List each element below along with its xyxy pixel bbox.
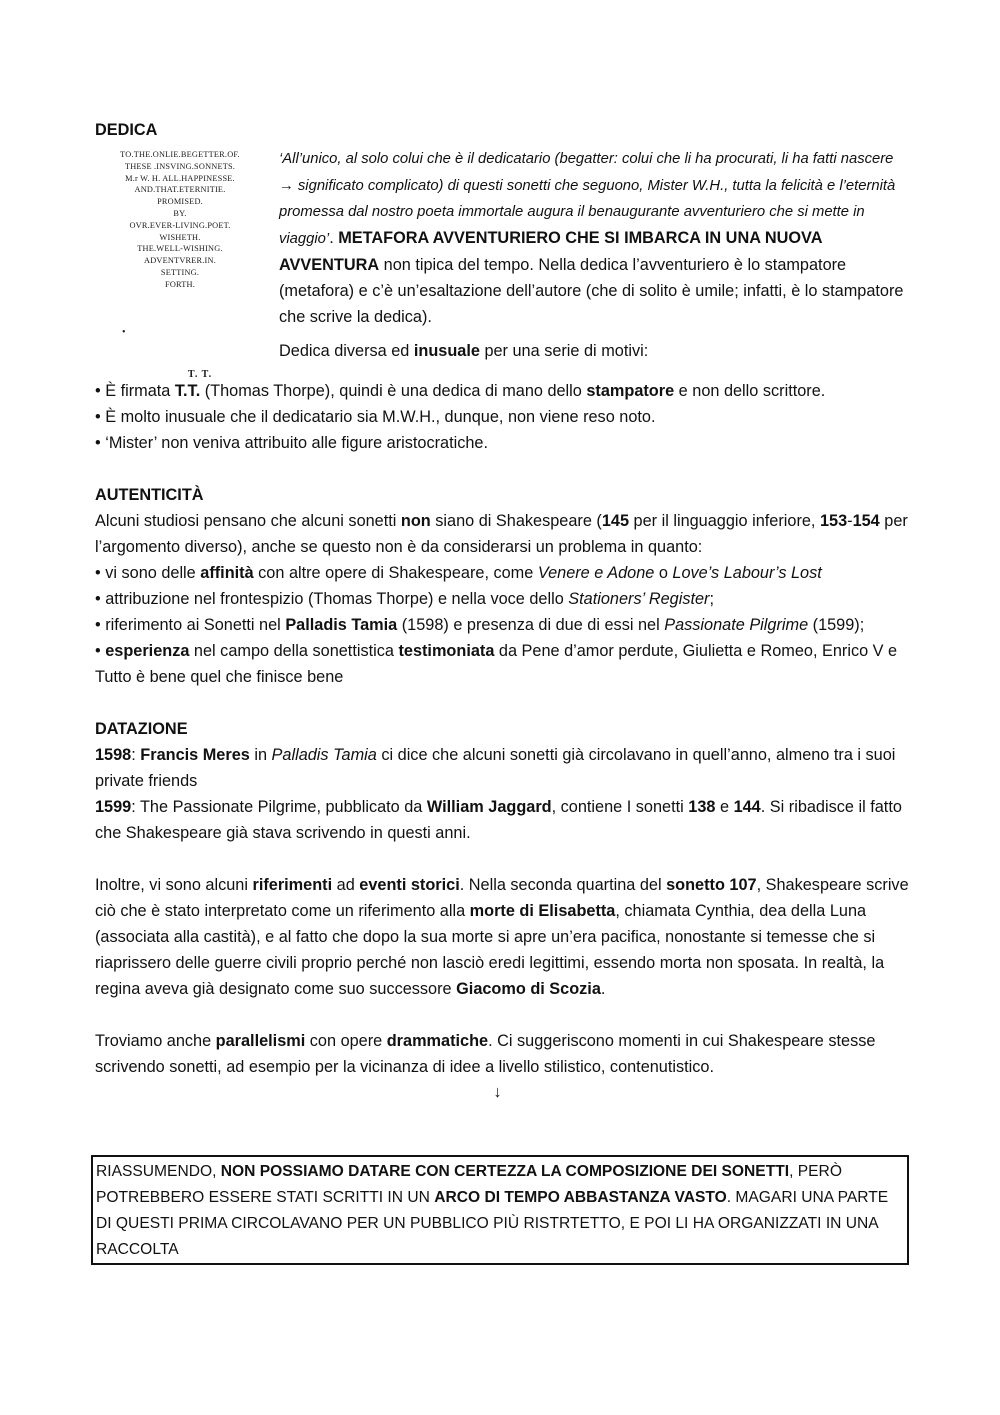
bullet-item: [95, 612, 915, 638]
text: • attribuzione nel frontespizio (Thomas Thorpe) e nella voce dello: [95, 590, 569, 608]
text-bold: 1598: [95, 746, 132, 764]
dedica-text: [279, 145, 909, 364]
text: , Shakespeare scrive ciò che è stato interpretato come un riferimento alla: [95, 876, 909, 920]
text-bold: stampatore: [586, 382, 675, 400]
paragraph: [95, 508, 915, 560]
text-bold: riferimenti: [252, 876, 333, 894]
paragraph: [95, 872, 915, 1002]
text: . MAGARI UNA PARTE DI QUESTI PRIMA CIRCOLAVANO PER UN PUBBLICO PIÙ RISTRTETTO, E POI LI HA ORGANIZZATI IN UNA RACCOLTA: [96, 1189, 889, 1258]
paragraph: [95, 794, 915, 846]
quote-text: ‘All’unico, al solo colui che è il dedicatario (begatter: colui che li ha procurati, li ha fatti nascere → significato complicato) di questi sonetti che seguono, Mister W.H., tutta la felicità e l’eternità promessa dal nostro poeta immortale augura il benaugurante avventuriero che si mette in viaggio’: [279, 151, 896, 248]
text: con altre opere di Shakespeare, come: [253, 564, 538, 582]
facsimile-line: THESE .INSVING.SONNETS.: [124, 161, 236, 171]
down-arrow-icon: ↓: [493, 1083, 502, 1101]
text-bold: parallelismi: [215, 1032, 306, 1050]
facsimile-line: OVR.EVER-LIVING.POET.: [129, 220, 231, 230]
text-italic: Passionate Pilgrime: [664, 616, 809, 634]
text: : The Passionate Pilgrime, pubblicato da: [131, 798, 427, 816]
text-bold: 154: [852, 512, 880, 530]
facsimile-line: ADVENTVRER.IN.: [144, 256, 216, 266]
bullet-item: [95, 560, 915, 586]
text: per il linguaggio inferiore,: [629, 512, 820, 530]
text-italic: Love’s Labour’s Lost: [672, 564, 822, 582]
text: siano di Shakespeare (: [430, 512, 602, 530]
text-italic: Stationers’ Register: [568, 590, 710, 608]
text: con opere: [305, 1032, 387, 1050]
text: •: [95, 642, 106, 660]
text-italic: Venere e Adone: [537, 564, 655, 582]
text: o: [654, 564, 673, 582]
dedica-block: [95, 145, 915, 378]
text-bold: Francis Meres: [140, 746, 250, 764]
text-bold: morte di Elisabetta: [469, 902, 616, 920]
text: ;: [709, 590, 715, 608]
text-bold: inusuale: [413, 341, 480, 360]
text: (1598) e presenza di due di essi nel: [397, 616, 665, 634]
text-bold: T.T.: [174, 382, 201, 400]
text-bold: 138: [688, 798, 716, 816]
text: per una serie di motivi:: [479, 341, 649, 360]
facsimile-line: PROMISED.: [157, 197, 203, 207]
dedica-bullets: [95, 378, 915, 456]
dedica-intro: [279, 338, 909, 364]
text-bold: 145: [601, 512, 629, 530]
text-bold: 144: [733, 798, 761, 816]
metaphor-rest: non tipica del tempo. Nella dedica l’avventuriero è lo stampatore (metafora) e c’è un’esaltazione dell’autore (che di solito è umile; infatti, è lo stampatore che scrive la dedica).: [279, 255, 904, 326]
text: (1599);: [808, 616, 865, 634]
text-bold: esperienza: [105, 642, 190, 660]
facsimile-line: M.r W. H. ALL.HAPPINESSE.: [125, 173, 235, 183]
quote-end: .: [329, 229, 339, 248]
text-bold: Giacomo di Scozia: [456, 980, 601, 998]
facsimile-line: FORTH.: [165, 279, 195, 289]
text: (Thomas Thorpe), quindi è una dedica di mano dello: [200, 382, 587, 400]
text: ad: [332, 876, 360, 894]
text: .: [600, 980, 606, 998]
text-bold: drammatiche: [386, 1032, 489, 1050]
text: . Nella seconda quartina del: [459, 876, 667, 894]
text: Troviamo anche: [95, 1032, 216, 1050]
heading-dedica: DEDICA: [95, 121, 158, 139]
facsimile-mark: •: [122, 327, 126, 338]
text: ci dice che alcuni sonetti già circolavano in quell’anno, almeno tra i suoi private friends: [95, 746, 896, 790]
heading-autenticita: AUTENTICITÀ: [95, 486, 204, 504]
text: e non dello scrittore.: [674, 382, 826, 400]
heading-datazione: DATAZIONE: [95, 720, 188, 738]
text: . Ci suggeriscono momenti in cui Shakespeare stesse scrivendo sonetti, ad esempio per la vicinanza di idee a livello stilistico, contenutistico.: [95, 1032, 876, 1076]
text: , PERÒ POTREBBERO ESSERE STATI SCRITTI IN UN: [96, 1163, 842, 1206]
text-bold: 153: [819, 512, 848, 530]
text-italic: Palladis Tamia: [271, 746, 377, 764]
text: • riferimento ai Sonetti nel: [95, 616, 286, 634]
text: • vi sono delle: [95, 564, 201, 582]
text: , contiene I sonetti: [551, 798, 689, 816]
text: per l’argomento diverso), anche se questo non è da considerarsi un problema in quanto:: [95, 512, 908, 556]
text-bold: William Jaggard: [426, 798, 552, 816]
text-bold: non: [400, 512, 431, 530]
text: Alcuni studiosi pensano che alcuni sonetti: [95, 512, 401, 530]
metaphor-bold: METAFORA AVVENTURIERO CHE SI IMBARCA IN UNA NUOVA AVVENTURA: [279, 229, 822, 274]
text-bold: ARCO DI TEMPO ABBASTANZA VASTO: [434, 1189, 727, 1206]
bullet-item: • ‘Mister’ non veniva attribuito alle figure aristocratiche.: [95, 434, 489, 452]
text: da Pene d’amor perdute, Giulietta e Romeo, Enrico V e Tutto è bene quel che finisce bene: [95, 642, 898, 686]
text: -: [847, 512, 853, 530]
facsimile-line: SETTING.: [160, 267, 200, 277]
facsimile-signature: T. T.: [187, 369, 213, 380]
dedication-facsimile-image: [95, 149, 265, 380]
text: :: [131, 746, 141, 764]
text: . Si ribadisce il fatto che Shakespeare già stava scrivendo in questi anni.: [95, 798, 902, 842]
bullet-item: [95, 378, 915, 404]
text: e: [715, 798, 734, 816]
text-bold: NON POSSIAMO DATARE CON CERTEZZA LA COMPOSIZIONE DEI SONETTI: [220, 1163, 790, 1180]
document-page: [95, 117, 915, 1104]
text-bold: affinità: [200, 564, 254, 582]
facsimile-line: TO.THE.ONLIE.BEGETTER.OF.: [120, 150, 240, 159]
bullet-item: [95, 638, 915, 690]
facsimile-line: AND.THAT.ETERNITIE.: [134, 185, 226, 195]
facsimile-line: WISHETH.: [159, 232, 201, 242]
text-bold: testimoniata: [398, 642, 495, 660]
text: • È firmata: [95, 382, 175, 400]
paragraph: [95, 742, 915, 794]
text: in: [249, 746, 272, 764]
text: Inoltre, vi sono alcuni: [95, 876, 253, 894]
summary-box: [91, 1155, 909, 1265]
text-bold: sonetto 107: [666, 876, 757, 894]
text-bold: eventi storici: [359, 876, 460, 894]
paragraph: [95, 1028, 915, 1080]
text: nel campo della sonettistica: [189, 642, 399, 660]
text-bold: 1599: [95, 798, 132, 816]
bullet-item: • È molto inusuale che il dedicatario sia M.W.H., dunque, non viene reso noto.: [95, 408, 656, 426]
text-bold: Palladis Tamia: [285, 616, 398, 634]
bullet-item: [95, 586, 915, 612]
facsimile-line: BY.: [173, 208, 187, 218]
text: RIASSUMENDO,: [96, 1163, 221, 1180]
text: Dedica diversa ed: [279, 341, 414, 360]
text: , chiamata Cynthia, dea della Luna (associata alla castità), e al fatto che dopo la sua morte si apre un’era pacifica, nonostante si temesse che si riaprissero delle guerre civili proprio perché non lasciò eredi legittimi, essendo morta non sposata. In realtà, la regina aveva già designato come suo successore: [95, 902, 885, 998]
facsimile-line: THE.WELL-WISHING.: [137, 244, 223, 254]
